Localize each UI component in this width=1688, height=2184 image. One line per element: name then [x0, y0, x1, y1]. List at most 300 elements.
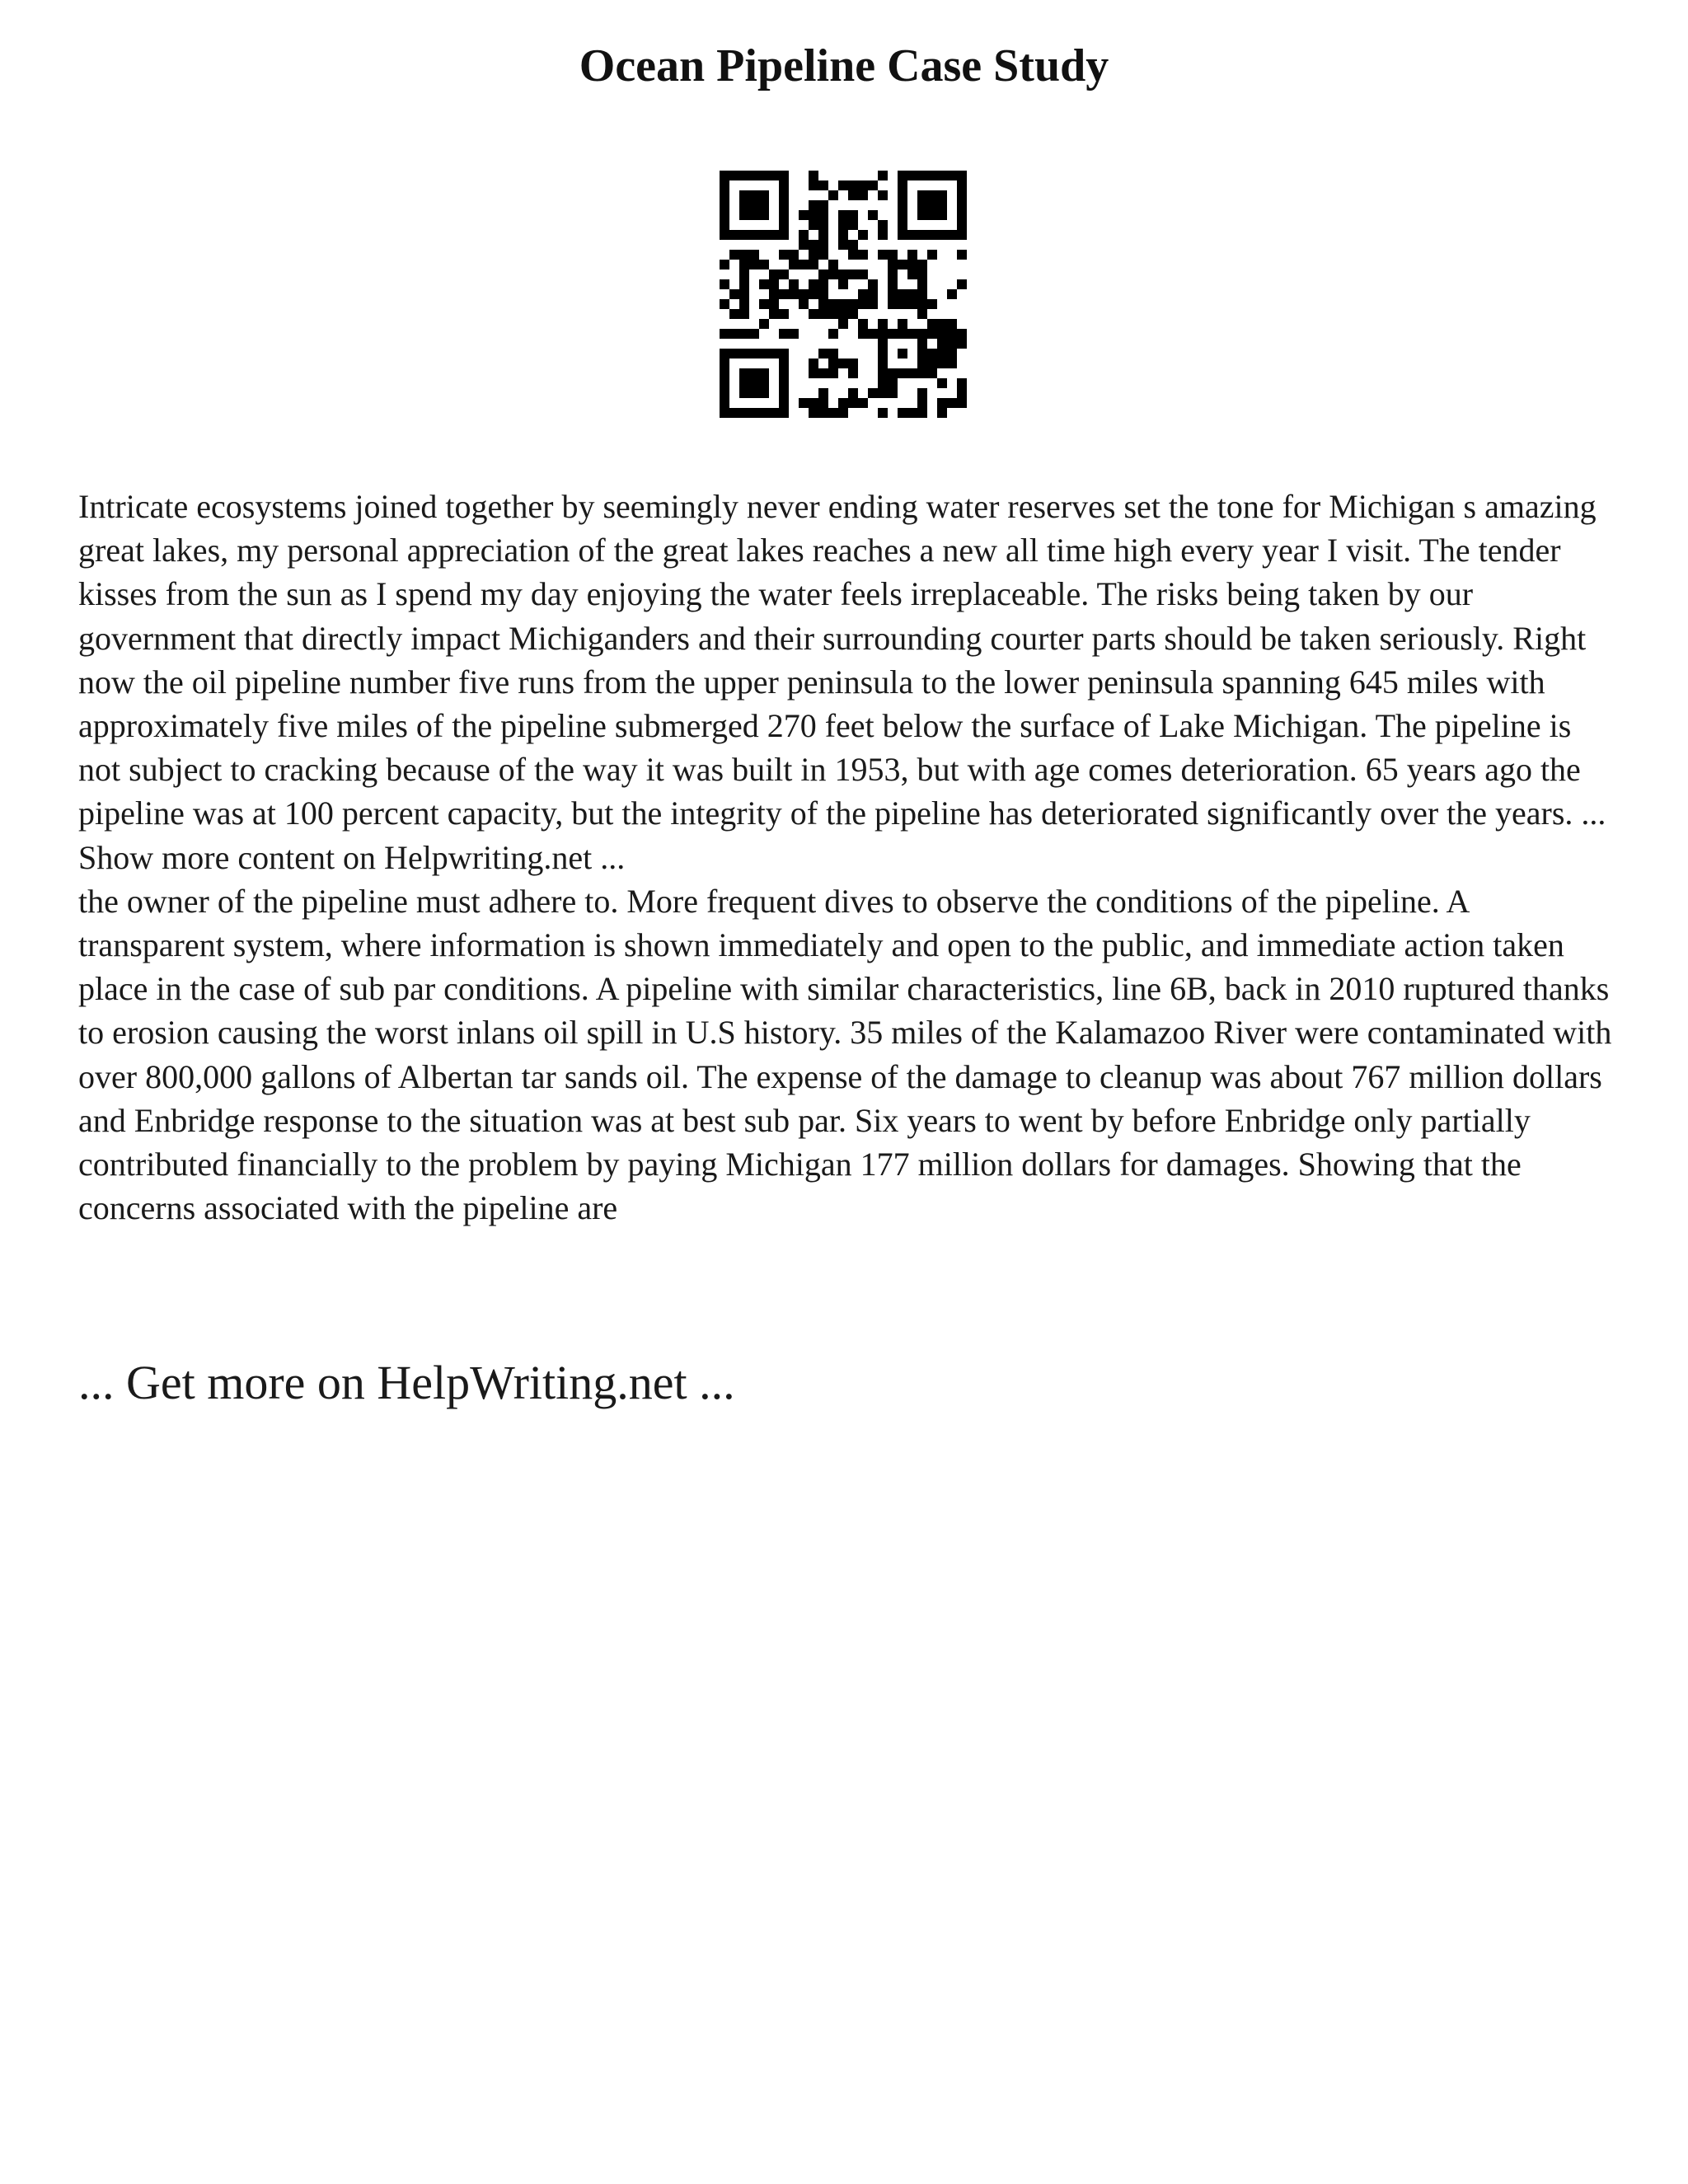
qr-module — [888, 279, 898, 289]
qr-module — [720, 398, 729, 408]
qr-module — [898, 190, 907, 200]
qr-module — [957, 250, 967, 260]
qr-module — [858, 190, 868, 200]
qr-module — [828, 309, 838, 319]
qr-module — [937, 230, 947, 240]
qr-module — [828, 349, 838, 359]
qr-module — [818, 180, 828, 190]
qr-module — [759, 279, 769, 289]
qr-module — [858, 269, 868, 279]
qr-module — [769, 309, 779, 319]
qr-module — [809, 408, 818, 418]
qr-module — [878, 190, 888, 200]
qr-module — [907, 269, 917, 279]
qr-module — [868, 329, 878, 339]
qr-module — [907, 329, 917, 339]
qr-module — [818, 210, 828, 220]
qr-module — [957, 171, 967, 180]
qr-module — [898, 171, 907, 180]
qr-module — [818, 279, 828, 289]
qr-module — [739, 171, 749, 180]
qr-module — [769, 279, 779, 289]
qr-module — [907, 408, 917, 418]
qr-module — [779, 250, 789, 260]
qr-module — [937, 319, 947, 329]
paragraph-1: Intricate ecosystems joined together by seemingly never ending water reserves set the tone for Michigan s amazing great lakes, my personal appreciation of the great lakes reaches a new all time high every year I visit. The tender kisses from the sun as I spend my day enjoying the water feels irreplaceable. The risks being taken by our government that directly impact Michiganders and their surrounding courter parts should be taken seriously. Right now the oil pipeline number five runs from the upper peninsula to the lower peninsula spanning 645 miles with approximately five miles of the pipeline submerged 270 feet below the surface of Lake Michigan. The pipeline is not subject to cracking because of the way it was built in 1953, but with age comes deterioration. 65 years ago the pipeline was at 100 percent capacity, but the integrity of the pipeline has deteriorated significantly over the years. ... Show more content on Helpwriting.net ... — [78, 488, 1606, 876]
qr-module — [927, 210, 937, 220]
qr-module — [779, 408, 789, 418]
qr-module — [739, 289, 749, 299]
qr-module — [947, 349, 957, 359]
qr-module — [947, 329, 957, 339]
qr-module — [878, 339, 888, 349]
qr-module — [779, 269, 789, 279]
qr-module — [937, 200, 947, 210]
qr-module — [720, 359, 729, 368]
qr-module — [779, 220, 789, 230]
qr-module — [937, 349, 947, 359]
qr-module — [917, 398, 927, 408]
qr-module — [779, 388, 789, 398]
qr-module — [947, 319, 957, 329]
qr-module — [888, 289, 898, 299]
qr-module — [878, 388, 888, 398]
qr-module — [878, 368, 888, 378]
qr-module — [809, 171, 818, 180]
qr-module — [759, 319, 769, 329]
qr-module — [749, 388, 759, 398]
qr-module — [878, 349, 888, 359]
document-title: Ocean Pipeline Case Study — [579, 40, 1109, 91]
qr-module — [878, 359, 888, 368]
qr-module — [898, 408, 907, 418]
qr-module — [848, 210, 858, 220]
qr-module — [898, 220, 907, 230]
qr-module — [749, 200, 759, 210]
qr-module — [917, 329, 927, 339]
qr-module — [947, 230, 957, 240]
qr-module — [838, 210, 848, 220]
qr-module — [828, 190, 838, 200]
qr-module — [917, 289, 927, 299]
qr-module — [818, 230, 828, 240]
qr-module — [848, 250, 858, 260]
qr-module — [828, 260, 838, 269]
qr-module — [917, 171, 927, 180]
qr-module — [759, 200, 769, 210]
qr-module — [729, 408, 739, 418]
qr-module — [917, 260, 927, 269]
qr-module — [838, 240, 848, 250]
qr-module — [759, 190, 769, 200]
qr-module — [779, 359, 789, 368]
qr-module — [818, 200, 828, 210]
qr-module — [739, 190, 749, 200]
qr-module — [799, 398, 809, 408]
qr-module — [769, 408, 779, 418]
qr-module — [947, 289, 957, 299]
qr-module — [888, 269, 898, 279]
qr-module — [809, 279, 818, 289]
qr-module — [898, 260, 907, 269]
qr-module — [759, 408, 769, 418]
qr-module — [749, 329, 759, 339]
qr-module — [749, 368, 759, 378]
qr-module — [957, 210, 967, 220]
qr-module — [809, 180, 818, 190]
qr-module — [749, 190, 759, 200]
qr-module — [888, 388, 898, 398]
qr-module — [858, 289, 868, 299]
qr-module — [789, 329, 799, 339]
qr-module — [838, 180, 848, 190]
qr-module — [868, 388, 878, 398]
qr-module — [898, 230, 907, 240]
qr-module — [888, 260, 898, 269]
qr-module — [818, 299, 828, 309]
qr-module — [878, 378, 888, 388]
qr-module — [898, 180, 907, 190]
qr-module — [858, 180, 868, 190]
qr-module — [927, 171, 937, 180]
qr-module — [927, 230, 937, 240]
qr-module — [957, 190, 967, 200]
qr-module — [858, 319, 868, 329]
qr-module — [848, 240, 858, 250]
qr-module — [848, 359, 858, 368]
qr-module — [937, 190, 947, 200]
qr-module — [927, 329, 937, 339]
qr-module — [868, 279, 878, 289]
qr-module — [927, 349, 937, 359]
qr-module — [927, 319, 937, 329]
qr-module — [858, 398, 868, 408]
qr-module — [759, 349, 769, 359]
qr-module — [848, 398, 858, 408]
qr-module — [957, 329, 967, 339]
qr-module — [858, 299, 868, 309]
qr-module — [799, 299, 809, 309]
qr-module — [898, 299, 907, 309]
qr-module — [739, 279, 749, 289]
qr-module — [868, 180, 878, 190]
qr-module — [809, 260, 818, 269]
qr-module — [917, 408, 927, 418]
qr-module — [888, 368, 898, 378]
paragraph-2: the owner of the pipeline must adhere to. More frequent dives to observe the conditions of the pipeline. A transparent system, where information is shown immediately and open to the public, and immediate action taken place in the case of sub par conditions. A pipeline with similar characteristics, line 6B, back in 2010 ruptured thanks to erosion causing the worst inlans oil spill in U.S history. 35 miles of the Kalamazoo River were contaminated with over 800,000 gallons of Albertan tar sands oil. The expense of the damage to cleanup was about 767 million dollars and Enbridge response to the situation was at best sub par. Six years to went by before Enbridge only partially contributed financially to the problem by paying Michigan 177 million dollars for damages. Showing that the concerns associated with the pipeline are — [78, 882, 1612, 1227]
qr-module — [779, 398, 789, 408]
qr-module — [878, 329, 888, 339]
qr-module — [868, 289, 878, 299]
qr-module — [878, 220, 888, 230]
qr-module — [749, 260, 759, 269]
qr-module — [809, 210, 818, 220]
qr-module — [799, 240, 809, 250]
qr-module — [729, 289, 739, 299]
qr-module — [799, 289, 809, 299]
qr-module — [739, 260, 749, 269]
qr-module — [769, 349, 779, 359]
qr-module — [898, 368, 907, 378]
qr-module — [739, 388, 749, 398]
qr-module — [749, 230, 759, 240]
qr-module — [957, 200, 967, 210]
qr-module — [838, 269, 848, 279]
qr-module — [898, 210, 907, 220]
qr-module — [799, 210, 809, 220]
qr-module — [779, 171, 789, 180]
qr-module — [749, 210, 759, 220]
qr-module — [907, 289, 917, 299]
qr-module — [907, 368, 917, 378]
qr-module — [818, 220, 828, 230]
qr-module — [789, 279, 799, 289]
qr-code-icon[interactable] — [720, 171, 967, 418]
qr-module — [917, 349, 927, 359]
qr-module — [729, 349, 739, 359]
qr-module — [927, 200, 937, 210]
qr-module — [917, 279, 927, 289]
qr-module — [888, 329, 898, 339]
qr-module — [809, 200, 818, 210]
qr-module — [720, 368, 729, 378]
qr-module — [917, 359, 927, 368]
qr-module — [828, 408, 838, 418]
qr-module — [818, 408, 828, 418]
qr-module — [749, 408, 759, 418]
qr-module — [779, 230, 789, 240]
qr-module — [927, 299, 937, 309]
qr-code-graphic — [720, 171, 967, 418]
qr-module — [838, 408, 848, 418]
qr-module — [809, 289, 818, 299]
qr-module — [739, 349, 749, 359]
qr-module — [848, 190, 858, 200]
qr-module — [858, 329, 868, 339]
qr-module — [799, 260, 809, 269]
qr-module — [888, 250, 898, 260]
qr-module — [917, 190, 927, 200]
qr-module — [838, 359, 848, 368]
qr-module — [917, 388, 927, 398]
qr-module — [937, 408, 947, 418]
qr-module — [828, 329, 838, 339]
qr-module — [809, 359, 818, 368]
qr-module — [759, 299, 769, 309]
qr-module — [838, 309, 848, 319]
qr-module — [848, 180, 858, 190]
qr-module — [957, 180, 967, 190]
qr-module — [947, 398, 957, 408]
qr-module — [720, 299, 729, 309]
qr-module — [917, 368, 927, 378]
qr-module — [937, 359, 947, 368]
qr-module — [739, 408, 749, 418]
qr-module — [720, 260, 729, 269]
qr-module — [907, 171, 917, 180]
qr-module — [809, 220, 818, 230]
qr-module — [720, 388, 729, 398]
qr-module — [720, 408, 729, 418]
qr-module — [898, 349, 907, 359]
qr-module — [868, 299, 878, 309]
qr-module — [957, 388, 967, 398]
qr-module — [937, 171, 947, 180]
qr-module — [789, 260, 799, 269]
qr-module — [720, 200, 729, 210]
qr-module — [769, 289, 779, 299]
qr-module — [917, 200, 927, 210]
qr-module — [818, 309, 828, 319]
qr-module — [789, 250, 799, 260]
qr-module — [838, 398, 848, 408]
qr-module — [957, 279, 967, 289]
qr-module — [720, 210, 729, 220]
qr-module — [759, 171, 769, 180]
qr-module — [927, 368, 937, 378]
qr-module — [937, 378, 947, 388]
qr-module — [838, 230, 848, 240]
qr-module — [729, 329, 739, 339]
qr-module — [947, 171, 957, 180]
qr-module — [818, 398, 828, 408]
qr-module — [720, 171, 729, 180]
qr-module — [769, 230, 779, 240]
qr-module — [739, 230, 749, 240]
qr-module — [957, 378, 967, 388]
qr-module — [739, 200, 749, 210]
qr-module — [947, 359, 957, 368]
qr-module — [878, 171, 888, 180]
qr-module — [878, 319, 888, 329]
qr-module — [957, 230, 967, 240]
qr-module — [720, 378, 729, 388]
qr-module — [927, 190, 937, 200]
qr-module — [818, 250, 828, 260]
qr-module — [749, 378, 759, 388]
qr-module — [739, 378, 749, 388]
qr-module — [759, 368, 769, 378]
qr-module — [888, 299, 898, 309]
qr-module — [888, 378, 898, 388]
qr-module — [799, 230, 809, 240]
qr-module — [957, 220, 967, 230]
qr-module — [868, 210, 878, 220]
qr-module — [779, 329, 789, 339]
qr-module — [749, 171, 759, 180]
qr-module — [789, 289, 799, 299]
qr-module — [848, 220, 858, 230]
get-more-link[interactable]: ... Get more on HelpWriting.net ... — [78, 1356, 735, 1409]
qr-module — [917, 230, 927, 240]
qr-module — [898, 319, 907, 329]
qr-module — [809, 368, 818, 378]
qr-module — [838, 220, 848, 230]
qr-module — [878, 250, 888, 260]
qr-module — [917, 309, 927, 319]
qr-module — [848, 368, 858, 378]
qr-module — [769, 171, 779, 180]
qr-module — [937, 210, 947, 220]
qr-module — [809, 398, 818, 408]
qr-module — [937, 329, 947, 339]
qr-module — [898, 200, 907, 210]
qr-module — [828, 368, 838, 378]
qr-module — [828, 269, 838, 279]
qr-module — [720, 230, 729, 240]
qr-module — [779, 190, 789, 200]
qr-module — [779, 368, 789, 378]
qr-module — [769, 299, 779, 309]
qr-module — [858, 250, 868, 260]
qr-module — [898, 289, 907, 299]
qr-module — [917, 299, 927, 309]
qr-module — [828, 359, 838, 368]
qr-module — [749, 349, 759, 359]
qr-module — [729, 171, 739, 180]
qr-module — [907, 250, 917, 260]
qr-module — [809, 250, 818, 260]
qr-module — [720, 329, 729, 339]
qr-module — [858, 230, 868, 240]
qr-module — [947, 339, 957, 349]
qr-module — [907, 260, 917, 269]
qr-module — [720, 180, 729, 190]
qr-module — [759, 388, 769, 398]
qr-module — [927, 359, 937, 368]
qr-module — [809, 309, 818, 319]
qr-module — [818, 240, 828, 250]
qr-module — [848, 309, 858, 319]
qr-module — [848, 388, 858, 398]
qr-module — [848, 299, 858, 309]
qr-module — [898, 329, 907, 339]
qr-module — [779, 210, 789, 220]
qr-module — [720, 190, 729, 200]
qr-module — [828, 299, 838, 309]
qr-module — [907, 299, 917, 309]
qr-module — [818, 388, 828, 398]
qr-module — [917, 269, 927, 279]
qr-module — [838, 299, 848, 309]
qr-module — [838, 319, 848, 329]
qr-module — [739, 368, 749, 378]
qr-module — [878, 230, 888, 240]
qr-module — [957, 398, 967, 408]
qr-module — [957, 339, 967, 349]
qr-module — [759, 260, 769, 269]
qr-module — [818, 349, 828, 359]
qr-module — [779, 309, 789, 319]
qr-module — [937, 398, 947, 408]
qr-module — [739, 299, 749, 309]
qr-module — [917, 339, 927, 349]
qr-module — [838, 279, 848, 289]
qr-module — [759, 378, 769, 388]
qr-module — [779, 180, 789, 190]
qr-module — [749, 250, 759, 260]
qr-module — [720, 349, 729, 359]
qr-module — [769, 269, 779, 279]
qr-module — [739, 329, 749, 339]
qr-module — [729, 309, 739, 319]
qr-module — [779, 289, 789, 299]
qr-module — [818, 289, 828, 299]
qr-module — [779, 200, 789, 210]
qr-module — [809, 240, 818, 250]
qr-module — [848, 269, 858, 279]
qr-module — [937, 339, 947, 349]
